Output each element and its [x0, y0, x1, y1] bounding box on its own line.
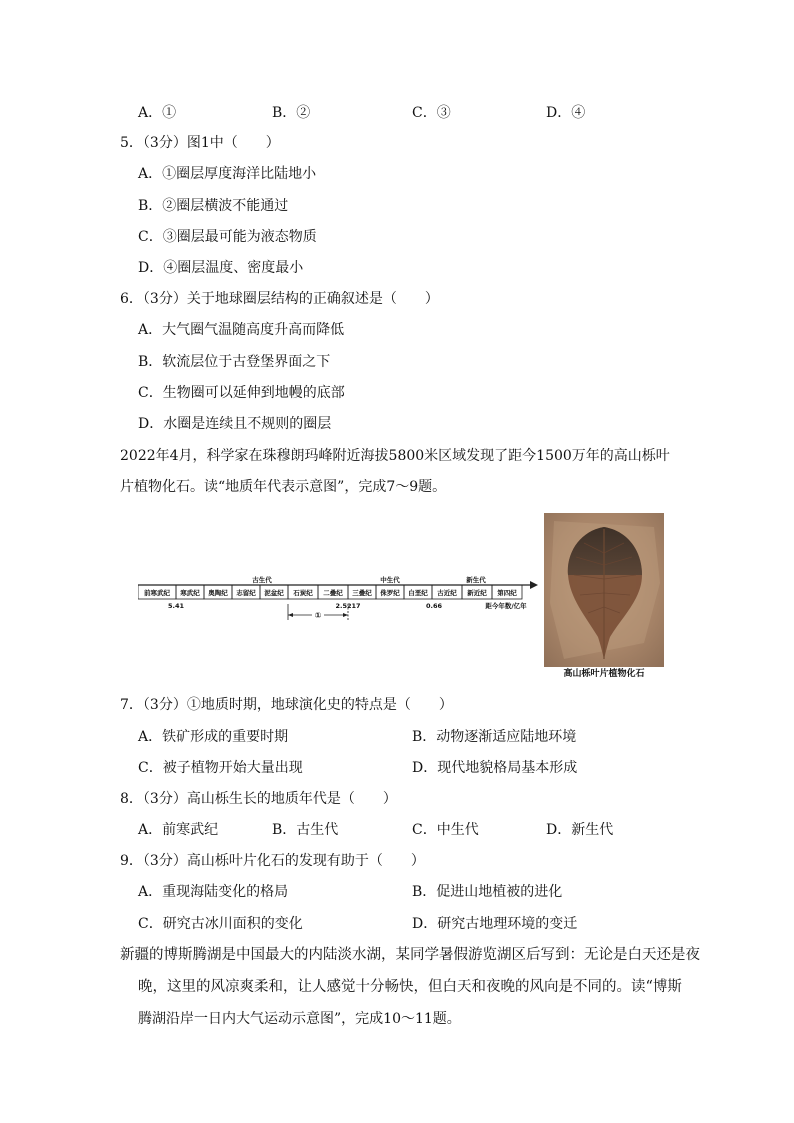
q8-option-c: C．中生代 [412, 822, 479, 838]
intro-10-11-line2: 晚，这里的风凉爽柔和，让人感觉十分畅快，但白天和夜晚的风向是不同的。读“博斯 [138, 979, 682, 995]
q5-option-a: A．①圈层厚度海洋比陆地小 [138, 166, 317, 182]
q8-option-a: A．前寒武纪 [138, 822, 219, 838]
q6-option-d: D．水圈是连续且不规则的圈层 [138, 416, 332, 432]
q4-option-d: D．④ [546, 105, 586, 121]
period-precambrian: 前寒武纪 [144, 589, 170, 597]
fossil-photo [544, 513, 664, 667]
period-permian: 二叠纪 [323, 589, 343, 597]
intro-10-11-line3: 腾湖沿岸一日内大气运动示意图”，完成10～11题。 [138, 1011, 461, 1027]
q8-option-b: B．古生代 [272, 822, 339, 838]
q7-option-d: D．现代地貌格局基本形成 [412, 760, 578, 776]
q6-option-a: A．大气圈气温随高度升高而降低 [138, 322, 345, 338]
period-cambrian: 寒武纪 [180, 589, 200, 597]
q5-option-c: C．③圈层最可能为液态物质 [138, 229, 317, 245]
timeline-axis-label: 距今年数/亿年 [485, 602, 527, 610]
q6-stem: 6．（3分）关于地球圈层结构的正确叙述是（ ） [120, 291, 439, 307]
geologic-timeline [138, 568, 538, 628]
q9-option-b: B．促进山地植被的进化 [412, 884, 563, 900]
period-quaternary: 第四纪 [497, 589, 517, 597]
q5-option-b: B．②圈层横波不能通过 [138, 198, 289, 214]
period-cretaceous: 白垩纪 [408, 589, 428, 597]
q7-option-b: B．动物逐渐适应陆地环境 [412, 729, 577, 745]
q6-option-b: B．软流层位于古登堡界面之下 [138, 354, 331, 370]
era-label-mesozoic: 中生代 [380, 576, 400, 584]
q8-option-d: D．新生代 [546, 822, 614, 838]
era-label-paleozoic: 古生代 [252, 576, 272, 584]
intro-7-9-line1: 2022年4月，科学家在珠穆朗玛峰附近海拔5800米区域发现了距今1500万年的高山栎叶 [120, 448, 670, 464]
q9-option-a: A．重现海陆变化的格局 [138, 884, 289, 900]
period-ordovician: 奥陶纪 [208, 589, 228, 597]
fossil-caption: 高山栎叶片植物化石 [563, 669, 645, 679]
period-jurassic: 侏罗纪 [380, 589, 400, 597]
q7-stem: 7．（3分）①地质时期，地球演化史的特点是（ ） [120, 697, 453, 713]
era-label-cenozoic: 新生代 [466, 576, 486, 584]
period-carboniferous: 石炭纪 [293, 589, 313, 597]
period-triassic: 三叠纪 [352, 589, 372, 597]
q8-stem: 8．（3分）高山栎生长的地质年代是（ ） [120, 791, 397, 807]
q9-stem: 9．（3分）高山栎叶片化石的发现有助于（ ） [120, 853, 425, 869]
intro-10-11-line1: 新疆的博斯腾湖是中国最大的内陆淡水湖，某同学暑假游览湖区后写到：无论是白天还是夜 [120, 947, 700, 963]
period-paleogene: 古近纪 [437, 589, 457, 597]
q4-option-c: C．③ [412, 105, 451, 121]
marker-circled-1: ① [314, 611, 322, 620]
q9-option-c: C．研究古冰川面积的变化 [138, 916, 303, 932]
period-silurian: 志留纪 [236, 589, 256, 597]
q5-stem: 5．（3分）图1中（ ） [120, 135, 280, 151]
q9-option-d: D．研究古地理环境的变迁 [412, 916, 578, 932]
timeline-arrow-icon [530, 581, 538, 589]
value-0-66: 0.66 [425, 602, 443, 610]
q7-option-a: A．铁矿形成的重要时期 [138, 729, 289, 745]
period-neogene: 新近纪 [467, 589, 487, 597]
period-devonian: 泥盆纪 [264, 589, 284, 597]
q5-option-d: D．④圈层温度、密度最小 [138, 260, 304, 276]
value-5-41: 5.41 [167, 602, 185, 610]
q7-option-c: C．被子植物开始大量出现 [138, 760, 303, 776]
q4-option-b: B．② [272, 105, 311, 121]
q4-option-a: A．① [138, 105, 177, 121]
intro-7-9-line2: 片植物化石。读“地质年代表示意图”，完成7～9题。 [120, 479, 447, 495]
value-2-5217: 2.5217 [335, 602, 361, 610]
q6-option-c: C．生物圈可以延伸到地幔的底部 [138, 385, 345, 401]
